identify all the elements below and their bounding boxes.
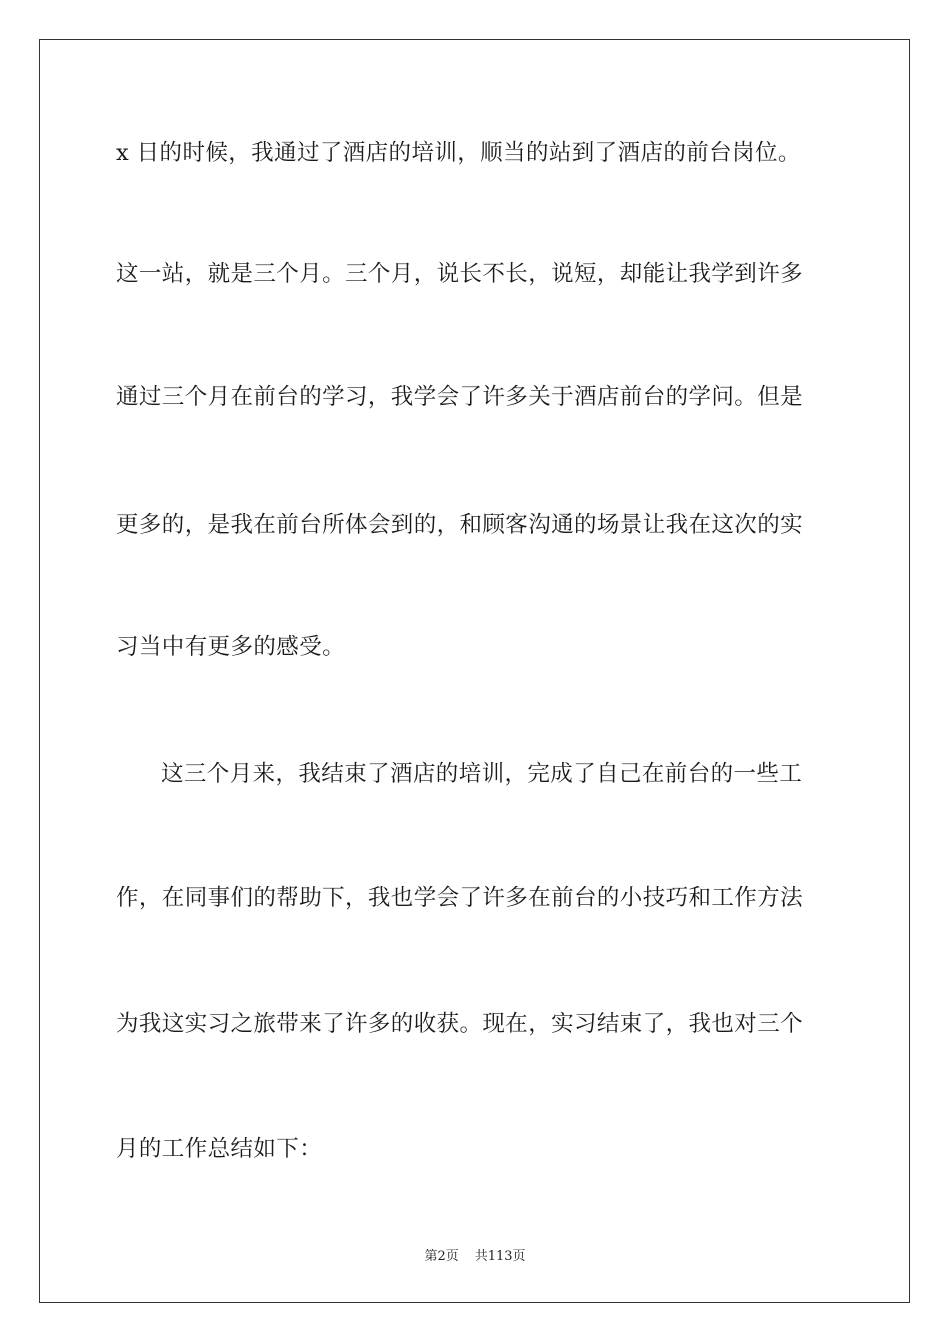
page-footer <box>0 1248 950 1266</box>
body-line-8: 为我这实习之旅带来了许多的收获。现在，实习结束了，我也对三个 <box>116 1011 804 1037</box>
body-line-7: 作，在同事们的帮助下，我也学会了许多在前台的小技巧和工作方法 <box>116 885 804 911</box>
page-frame <box>39 39 910 1303</box>
body-line-5: 习当中有更多的感受。 <box>116 634 346 660</box>
body-line-6: 这三个月来，我结束了酒店的培训，完成了自己在前台的一些工 <box>161 761 803 787</box>
body-line-3: 通过三个月在前台的学习，我学会了许多关于酒店前台的学问。但是 <box>116 384 804 410</box>
page-number: 第2页 <box>424 1249 459 1264</box>
body-line-9: 月的工作总结如下： <box>116 1136 323 1162</box>
body-line-4: 更多的，是我在前台所体会到的，和顾客沟通的场景让我在这次的实 <box>116 512 804 538</box>
body-line-1: x 日的时候，我通过了酒店的培训，顺当的站到了酒店的前台岗位。 <box>116 140 801 166</box>
body-line-2: 这一站，就是三个月。三个月，说长不长，说短，却能让我学到许多 <box>116 261 804 287</box>
total-pages: 共113页 <box>474 1249 526 1264</box>
